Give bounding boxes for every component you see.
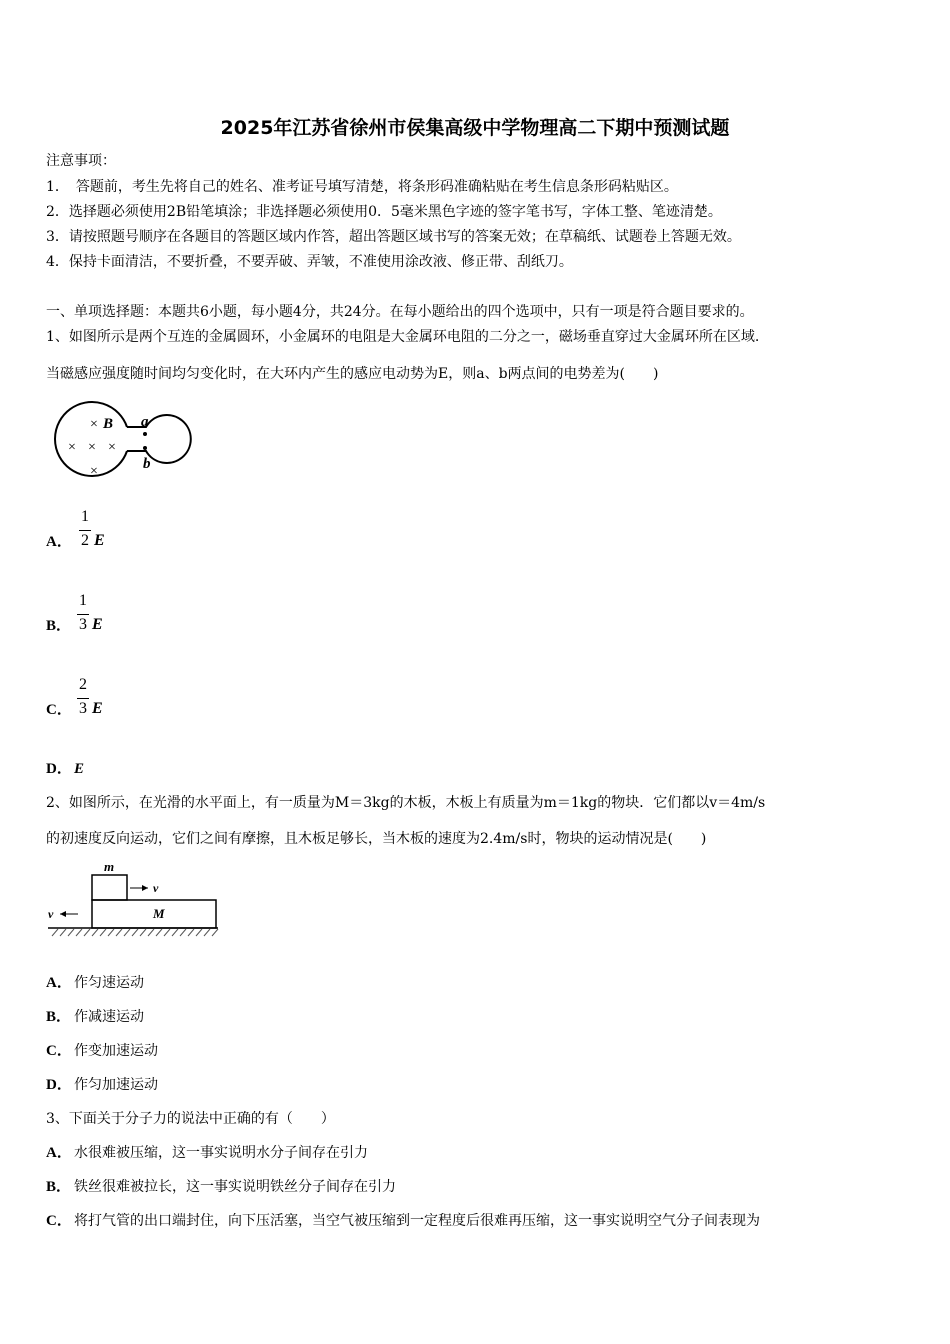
q1-option-d-letter: D． (46, 761, 72, 777)
notice-item-4: 4．保持卡面清洁，不要折叠，不要弄破、弄皱，不准使用涂改液、修正带、刮纸刀。 (46, 254, 573, 270)
q1-cross-4: × (108, 440, 116, 455)
q1-option-d-text: E (74, 761, 85, 777)
q1-figure-rings (50, 398, 210, 488)
q2-label-m: m (104, 859, 115, 874)
notice-heading: 注意事项： (46, 153, 116, 169)
notice-item-1: 1． 答题前，考生先将自己的姓名、准考证号填写清楚，将条形码准确粘贴在考生信息条形码粘贴区。 (46, 179, 678, 195)
fraction-variable: E (92, 616, 103, 633)
q1-option-b-letter: B． (46, 618, 72, 634)
q1-stem-line2: 当磁感应强度随时间均匀变化时，在大环内产生的感应电动势为E，则a、b两点间的电势差为( ) (46, 366, 659, 382)
q2-figure-blocks (46, 858, 221, 940)
q2-label-v-left: v (48, 907, 54, 921)
fraction-numerator: 1 (79, 592, 87, 609)
q3-stem: 3、下面关于分子力的说法中正确的有（ ） (46, 1111, 335, 1127)
fraction-numerator: 1 (81, 508, 89, 525)
fraction-denominator: 3 (79, 700, 87, 717)
section-heading: 一、单项选择题：本题共6小题，每小题4分，共24分。在每小题给出的四个选项中，只有一项是符合题目要求的。 (46, 304, 754, 320)
q2-option-a-text: 作匀速运动 (74, 975, 144, 991)
q2-option-c-letter: C． (46, 1043, 72, 1059)
q1-label-a: a (141, 414, 149, 430)
q1-cross-5: × (90, 464, 98, 479)
q1-label-B: B (103, 416, 114, 432)
q2-option-b-letter: B． (46, 1009, 72, 1025)
q2-label-v-top: v (153, 881, 159, 895)
q1-cross-3: × (88, 440, 96, 455)
q3-option-a-letter: A． (46, 1145, 72, 1161)
q2-stem-line1: 2、如图所示，在光滑的水平面上，有一质量为M＝3kg的木板，木板上有质量为m＝1kg的物块．它们都以v＝4m/s (46, 795, 766, 811)
q3-option-b-letter: B． (46, 1179, 72, 1195)
q3-option-a-text: 水很难被压缩，这一事实说明水分子间存在引力 (74, 1145, 368, 1161)
q2-option-a-letter: A． (46, 975, 72, 991)
fraction-bar (77, 614, 89, 615)
fraction-variable: E (94, 532, 105, 549)
fraction-denominator: 2 (81, 532, 89, 549)
q2-option-d-letter: D． (46, 1077, 72, 1093)
notice-item-3: 3．请按照题号顺序在各题目的答题区域内作答，超出答题区域书写的答案无效；在草稿纸、试题卷上答题无效。 (46, 229, 741, 245)
fraction-variable: E (92, 700, 103, 717)
q1-option-c-letter: C． (46, 702, 72, 718)
q1-cross-2: × (68, 440, 76, 455)
q3-option-c-letter: C． (46, 1213, 72, 1229)
q2-option-c-text: 作变加速运动 (74, 1043, 158, 1059)
fraction-numerator: 2 (79, 676, 87, 693)
page-title: 2025年江苏省徐州市侯集高级中学物理高二下期中预测试题 (220, 117, 730, 139)
fraction-denominator: 3 (79, 616, 87, 633)
notice-item-2: 2．选择题必须使用2B铅笔填涂；非选择题必须使用0．5毫米黑色字迹的签字笔书写，字体工整、笔迹清楚。 (46, 204, 722, 220)
q1-option-a-letter: A． (46, 534, 72, 550)
q2-option-d-text: 作匀加速运动 (74, 1077, 158, 1093)
q1-label-b: b (143, 456, 151, 472)
q1-stem-line1: 1、如图所示是两个互连的金属圆环，小金属环的电阻是大金属环电阻的二分之一，磁场垂直穿过大金属环所在区域. (46, 329, 760, 345)
q3-option-b-text: 铁丝很难被拉长，这一事实说明铁丝分子间存在引力 (74, 1179, 396, 1195)
q2-label-M: M (153, 906, 165, 921)
q3-option-c-text: 将打气管的出口端封住，向下压活塞，当空气被压缩到一定程度后很难再压缩，这一事实说明空气分子间表现为 (74, 1213, 760, 1229)
fraction-bar (77, 698, 89, 699)
q1-cross-1: × (90, 417, 98, 432)
q2-option-b-text: 作减速运动 (74, 1009, 144, 1025)
fraction-bar (79, 530, 91, 531)
q2-stem-line2: 的初速度反向运动，它们之间有摩擦，且木板足够长，当木板的速度为2.4m/s时，物块的运动情况是( ) (46, 831, 707, 847)
